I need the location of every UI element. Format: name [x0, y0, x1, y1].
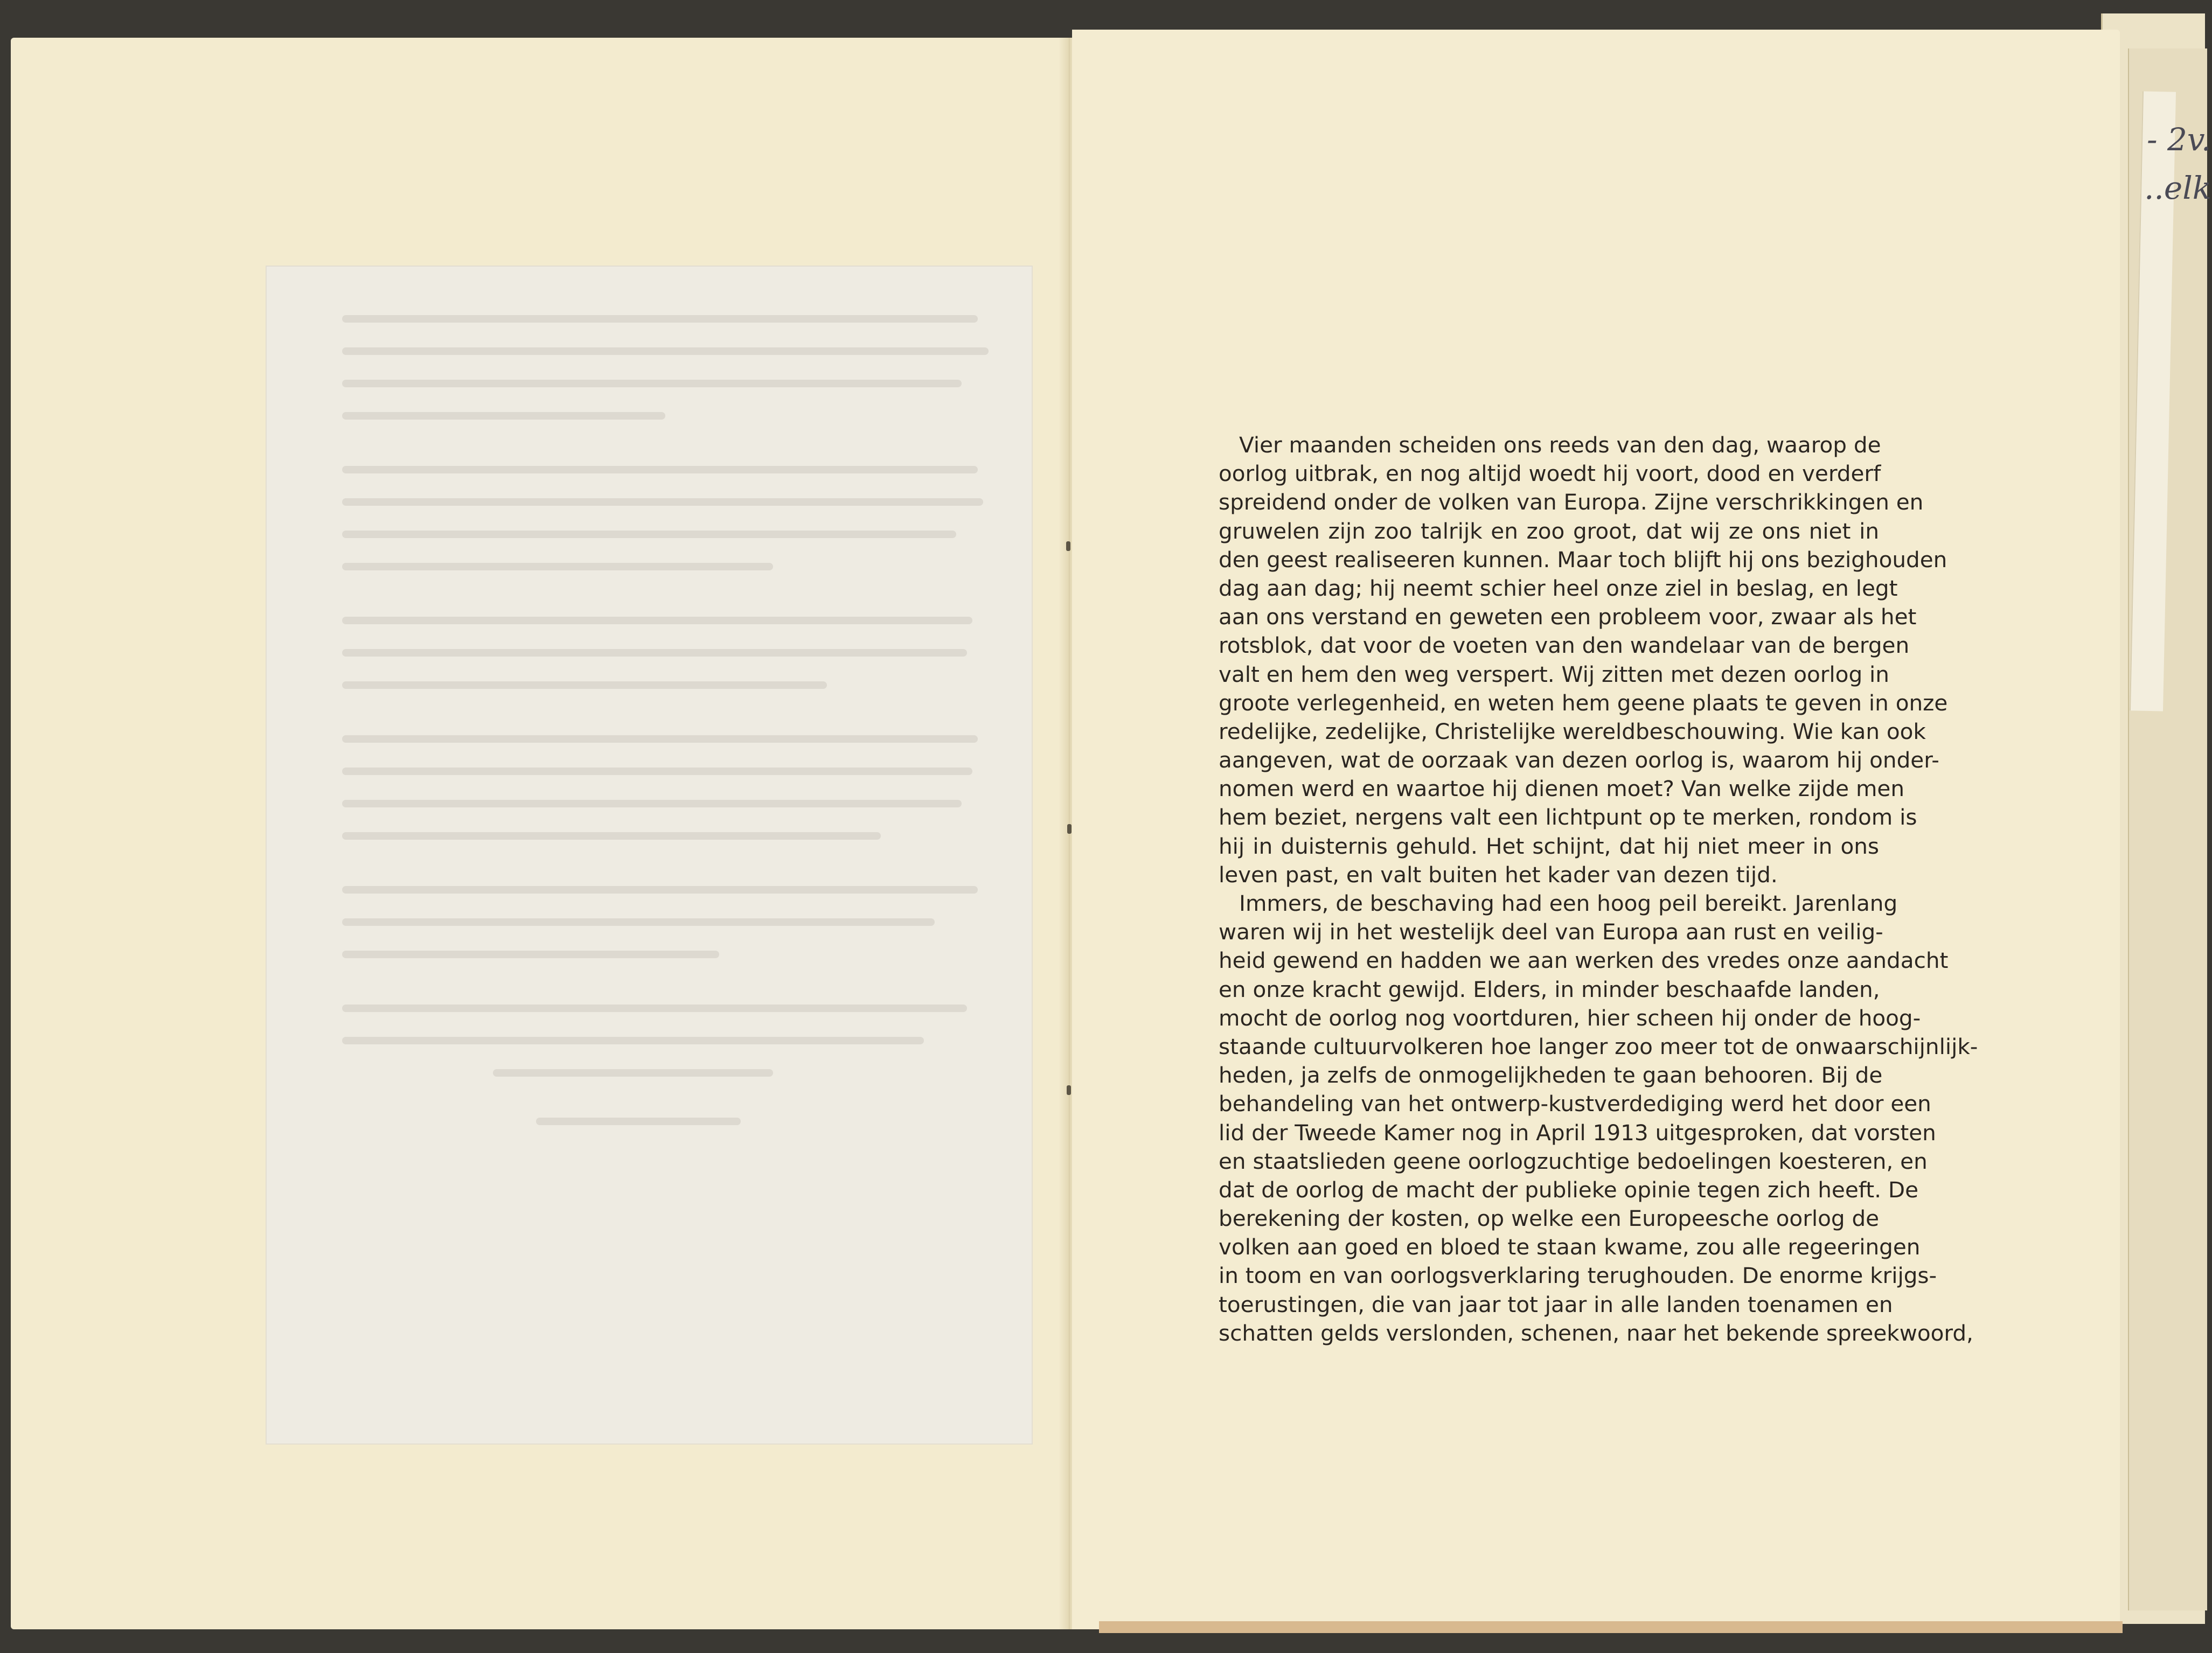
- show-through-line: [342, 649, 967, 657]
- show-through-line: [342, 735, 978, 743]
- show-through-line: [342, 466, 978, 473]
- tissue-interleaf: [267, 267, 1032, 1443]
- margin-note: ..elk: [2144, 170, 2211, 206]
- show-through-line: [342, 768, 972, 775]
- show-through-line: [342, 681, 827, 689]
- text-line: groote verlegenheid, en weten hem geene plaats te geven in onze: [1219, 689, 1948, 716]
- text-line: hem beziet, nergens valt een lichtpunt op te merken, rondom is: [1219, 804, 1917, 831]
- show-through-line: [342, 531, 956, 538]
- binding-stitch: [1066, 541, 1070, 551]
- show-through-line: [342, 1037, 924, 1044]
- body-text: [1219, 431, 1978, 1348]
- show-through-line: [342, 563, 773, 570]
- text-line: Vier maanden scheiden ons reeds van den dag, waarop de: [1239, 432, 1881, 458]
- text-line: in toom en van oorlogsverklaring terughouden. De enorme krijgs-: [1219, 1263, 1937, 1289]
- page-bottom-edge: [1099, 1621, 2123, 1633]
- text-line: hij in duisternis gehuld. Het schijnt, dat hij niet meer in ons: [1219, 833, 1879, 859]
- show-through-line: [342, 951, 719, 958]
- show-through-line: [342, 800, 962, 807]
- text-line: rotsblok, dat voor de voeten van den wandelaar van de bergen: [1219, 632, 1910, 659]
- text-line: heid gewend en hadden we aan werken des vredes onze aandacht: [1219, 947, 1949, 974]
- text-line: gruwelen zijn zoo talrijk en zoo groot, dat wij ze ons niet in: [1219, 518, 1879, 544]
- text-line: dag aan dag; hij neemt schier heel onze ziel in beslag, en legt: [1219, 575, 1898, 601]
- text-line: heden, ja zelfs de onmogelijkheden te gaan behooren. Bij de: [1219, 1062, 1883, 1089]
- text-line: volken aan goed en bloed te staan kwame, zou alle regeeringen: [1219, 1234, 1921, 1260]
- text-line: oorlog uitbrak, en nog altijd woedt hij voort, dood en verderf: [1219, 461, 1881, 487]
- show-through-line: [342, 315, 978, 323]
- binding-stitch: [1067, 824, 1072, 834]
- binding-stitch: [1067, 1085, 1071, 1095]
- show-through-line: [342, 412, 665, 420]
- text-line: aangeven, wat de oorzaak van dezen oorlog is, waarom hij onder-: [1219, 747, 1939, 773]
- text-line: mocht de oorlog nog voortduren, hier scheen hij onder de hoog-: [1219, 1005, 1921, 1031]
- text-line: nomen werd en waartoe hij dienen moet? Van welke zijde men: [1219, 776, 1905, 802]
- show-through-line: [342, 1005, 967, 1012]
- show-through-line: [342, 918, 935, 926]
- text-line: waren wij in het westelijk deel van Europa aan rust en veilig-: [1219, 919, 1883, 945]
- text-line: behandeling van het ontwerp-kustverdediging werd het door een: [1219, 1091, 1931, 1117]
- text-line: aan ons verstand en geweten een probleem voor, zwaar als het: [1219, 604, 1917, 630]
- margin-note: - 2v.: [2147, 121, 2211, 158]
- text-line: Immers, de beschaving had een hoog peil bereikt. Jarenlang: [1239, 890, 1898, 916]
- text-line: lid der Tweede Kamer nog in April 1913 uitgesproken, dat vorsten: [1219, 1119, 1936, 1146]
- text-line: den geest realiseeren kunnen. Maar toch blijft hij ons bezighouden: [1219, 546, 1947, 573]
- show-through-line: [536, 1118, 741, 1125]
- show-through-line: [342, 886, 978, 894]
- show-through-line: [342, 347, 989, 355]
- text-line: dat de oorlog de macht der publieke opinie tegen zich heeft. De: [1219, 1176, 1919, 1203]
- show-through-line: [342, 617, 972, 624]
- text-line: valt en hem den weg verspert. Wij zitten met dezen oorlog in: [1219, 661, 1889, 687]
- show-through-line: [493, 1069, 773, 1077]
- text-line: toerustingen, die van jaar tot jaar in alle landen toenamen en: [1219, 1291, 1893, 1317]
- text-line: en staatslieden geene oorlogzuchtige bedoelingen koesteren, en: [1219, 1148, 1928, 1174]
- text-line: berekening der kosten, op welke een Europeesche oorlog de: [1219, 1205, 1880, 1232]
- text-line: staande cultuurvolkeren hoe langer zoo meer tot de onwaarschijnlijk-: [1219, 1033, 1978, 1059]
- text-line: leven past, en valt buiten het kader van dezen tijd.: [1219, 861, 1778, 888]
- show-through-line: [342, 498, 983, 506]
- show-through-line: [342, 380, 962, 387]
- text-line: schatten gelds verslonden, schenen, naar het bekende spreekwoord,: [1219, 1320, 1973, 1346]
- text-line: redelijke, zedelijke, Christelijke wereldbeschouwing. Wie kan ook: [1219, 718, 1926, 744]
- text-line: spreidend onder de volken van Europa. Zijne verschrikkingen en: [1219, 489, 1924, 515]
- show-through-line: [342, 832, 881, 840]
- text-line: en onze kracht gewijd. Elders, in minder beschaafde landen,: [1219, 976, 1880, 1002]
- left-page: [11, 38, 1069, 1629]
